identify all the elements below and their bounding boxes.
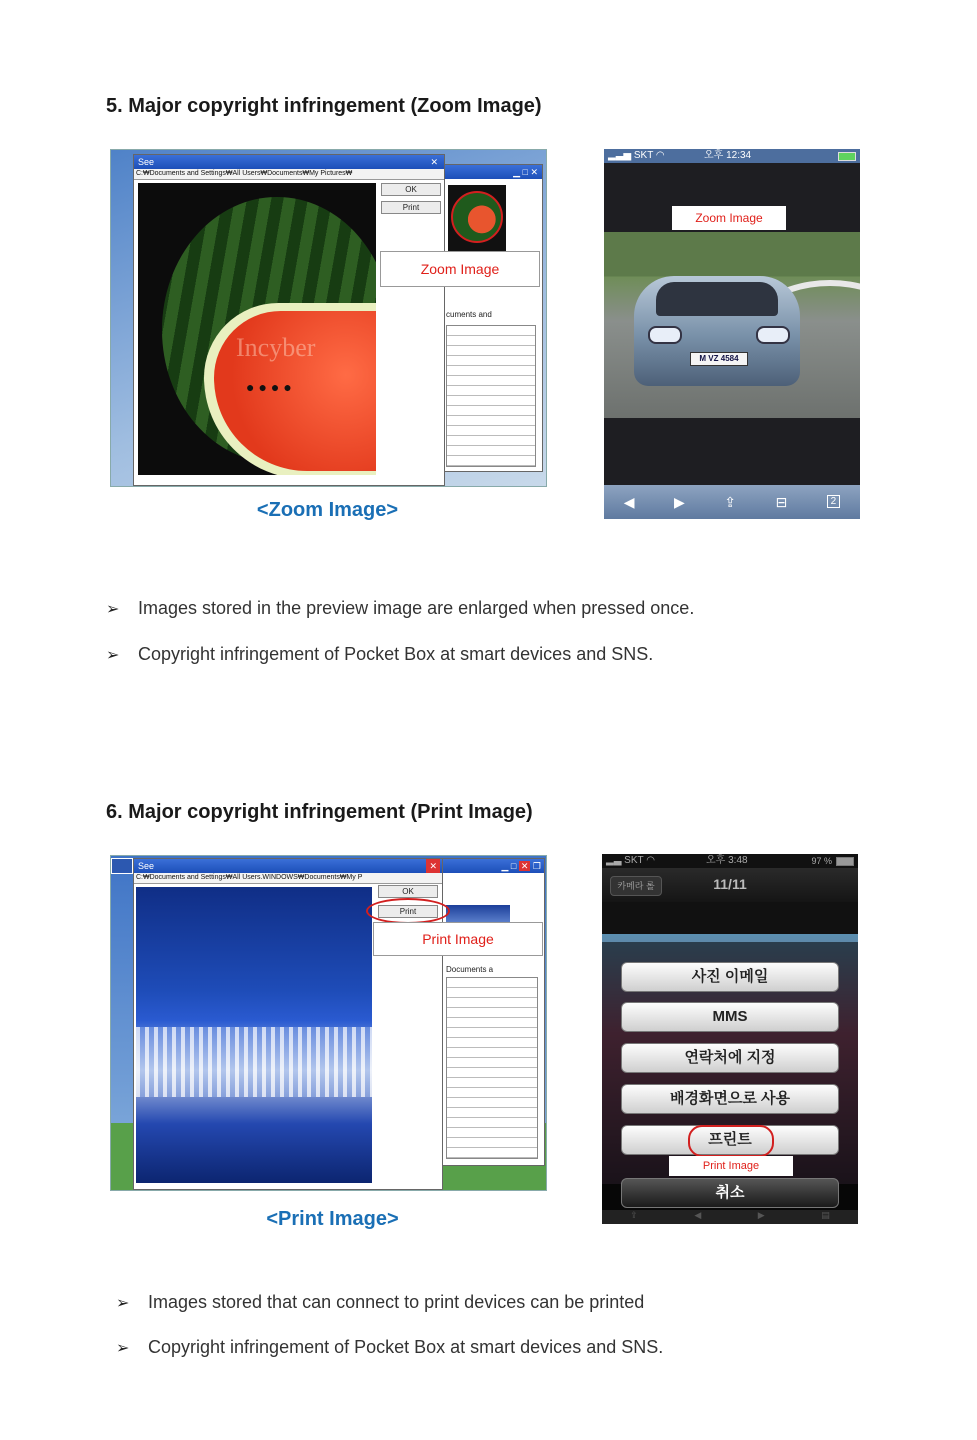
maximize-icon[interactable]: □	[510, 861, 517, 871]
car-license-plate: M VZ 4584	[690, 352, 748, 366]
zoom-back-window	[441, 164, 543, 472]
print-phone-callout: Print Image	[669, 1156, 793, 1176]
zoom-phone-callout: Zoom Image	[672, 206, 786, 230]
bookmarks-icon[interactable]: ⊟	[775, 494, 788, 510]
car-photo[interactable]	[604, 232, 860, 418]
wifi-icon: ◠	[655, 150, 665, 161]
zoom-ok-button[interactable]: OK	[381, 183, 441, 196]
restore-icon[interactable]: ❐	[532, 861, 541, 871]
watermelon-seeds: ●●●●	[246, 379, 296, 395]
minimize-icon[interactable]: ▁	[513, 167, 520, 177]
print-phone-toolbar	[602, 1210, 858, 1224]
print-phone-status-bar	[602, 854, 858, 868]
minimize-icon[interactable]: ▁	[501, 861, 509, 871]
zoom-image-caption: <Zoom Image>	[256, 499, 399, 521]
zoom-bullet-1-text: Images stored in the preview image are enlarged when pressed once.	[138, 598, 695, 618]
print-desktop-screenshot	[110, 855, 547, 1191]
print-ok-button[interactable]: OK	[378, 885, 438, 898]
camera-roll-back-button[interactable]: 카메라 롤	[610, 876, 662, 896]
zoom-phone-time: 오후 12:34	[704, 150, 752, 161]
taskbar-icon	[111, 858, 133, 874]
zoom-phone-carrier: SKT	[633, 150, 654, 161]
trash-icon[interactable]: ▤	[821, 1210, 830, 1220]
bullet-arrow-icon: ➢	[116, 1339, 130, 1357]
print-phone-navbar	[602, 868, 858, 902]
zoom-watermark: Incyber	[236, 333, 316, 362]
zoom-bullet-2	[106, 644, 653, 665]
zoom-image-view	[138, 183, 376, 475]
use-as-wallpaper-button[interactable]: 배경화면으로 사용	[621, 1084, 839, 1114]
car-headlight-left	[648, 326, 682, 344]
print-back-window	[441, 858, 545, 1166]
zoom-window-title: See	[138, 157, 155, 167]
wifi-icon: ◠	[646, 855, 655, 866]
print-phone-title: 11/11	[713, 876, 747, 892]
print-bullet-1-text: Images stored that can connect to print devices can be printed	[148, 1292, 645, 1312]
zoom-desktop-screenshot	[110, 149, 547, 487]
share-icon[interactable]: ⇪	[630, 1210, 638, 1220]
close-icon[interactable]: ✕	[530, 167, 538, 177]
car-windshield	[656, 282, 778, 316]
close-icon[interactable]: ✕	[520, 861, 529, 871]
print-image-callout: Print Image	[373, 922, 543, 956]
assign-to-contact-button[interactable]: 연락처에 지정	[621, 1043, 839, 1073]
print-image-caption: <Print Image>	[266, 1208, 399, 1230]
zoom-main-window	[133, 154, 445, 486]
section5-heading: 5. Major copyright infringement (Zoom Image)	[106, 95, 542, 117]
print-main-window	[133, 858, 443, 1190]
print-menu-highlight	[688, 1125, 774, 1157]
mms-button[interactable]: MMS	[621, 1002, 839, 1032]
tabs-icon[interactable]: 2	[827, 485, 841, 519]
zoom-back-list-text: cuments and	[446, 310, 492, 319]
print-print-button[interactable]: Print	[378, 905, 438, 918]
maximize-icon[interactable]: □	[522, 167, 528, 177]
print-phone-time: 오후 3:48	[706, 855, 748, 866]
print-phone-battery-percent: 97 %	[811, 856, 832, 866]
back-arrow-icon[interactable]: ◀	[623, 494, 635, 510]
zoom-bullet-1	[106, 598, 694, 619]
zoom-print-button[interactable]: Print	[381, 201, 441, 214]
section6-heading: 6. Major copyright infringement (Print Image)	[106, 801, 533, 823]
print-bullet-2	[116, 1337, 663, 1358]
zoom-back-file-list[interactable]	[446, 325, 536, 467]
watermelon-thumbnail	[451, 191, 503, 243]
zoom-phone-status-bar	[604, 149, 860, 163]
play-icon[interactable]: ▶	[757, 1210, 765, 1220]
print-button-highlight	[366, 898, 450, 924]
close-icon[interactable]: ✕	[426, 859, 440, 873]
car-headlight-right	[756, 326, 790, 344]
cancel-button[interactable]: 취소	[621, 1178, 839, 1208]
signal-icon: ▂▃	[606, 855, 622, 866]
print-back-window-titlebar	[442, 859, 544, 873]
zoom-image-callout: Zoom Image	[380, 251, 540, 287]
print-back-list-text: Documents a	[446, 965, 494, 974]
print-image-view	[136, 887, 372, 1183]
battery-icon	[836, 857, 854, 866]
print-phone-screenshot	[602, 854, 858, 1224]
forward-arrow-icon[interactable]: ▶	[673, 494, 685, 510]
back-arrow-icon[interactable]: ◀	[694, 1210, 702, 1220]
print-window-title: See	[138, 861, 155, 871]
print-phone-action-sheet	[602, 942, 858, 1224]
print-bullet-2-text: Copyright infringement of Pocket Box at smart devices and SNS.	[148, 1337, 664, 1357]
zoom-phone-screenshot	[604, 149, 860, 519]
signal-icon: ▂▃▅	[608, 150, 632, 161]
bullet-arrow-icon: ➢	[116, 1294, 130, 1312]
share-icon[interactable]: ⇪	[724, 494, 736, 510]
print-bullet-1	[116, 1292, 644, 1313]
print-button[interactable]: 프린트	[621, 1125, 839, 1155]
zoom-main-titlebar	[134, 155, 444, 169]
zoom-path-bar: C:₩Documents and Settings₩All Users₩Documents₩My Pictures₩	[134, 169, 444, 180]
bullet-arrow-icon: ➢	[106, 646, 120, 664]
zoom-thumbnail[interactable]	[448, 185, 506, 257]
close-icon[interactable]: ✕	[430, 157, 438, 167]
zoom-back-window-titlebar	[442, 165, 542, 179]
print-back-file-list[interactable]	[446, 977, 538, 1159]
zoom-phone-toolbar	[604, 485, 860, 519]
battery-icon	[838, 152, 856, 161]
bullet-arrow-icon: ➢	[106, 600, 120, 618]
print-main-titlebar	[134, 859, 442, 873]
print-path-bar: C:₩Documents and Settings₩All Users.WINDOWS₩Documents₩My P	[134, 873, 442, 884]
print-phone-carrier: SKT	[624, 855, 644, 866]
zoom-bullet-2-text: Copyright infringement of Pocket Box at smart devices and SNS.	[138, 644, 654, 664]
snowy-trees	[136, 1027, 372, 1097]
email-photo-button[interactable]: 사진 이메일	[621, 962, 839, 992]
